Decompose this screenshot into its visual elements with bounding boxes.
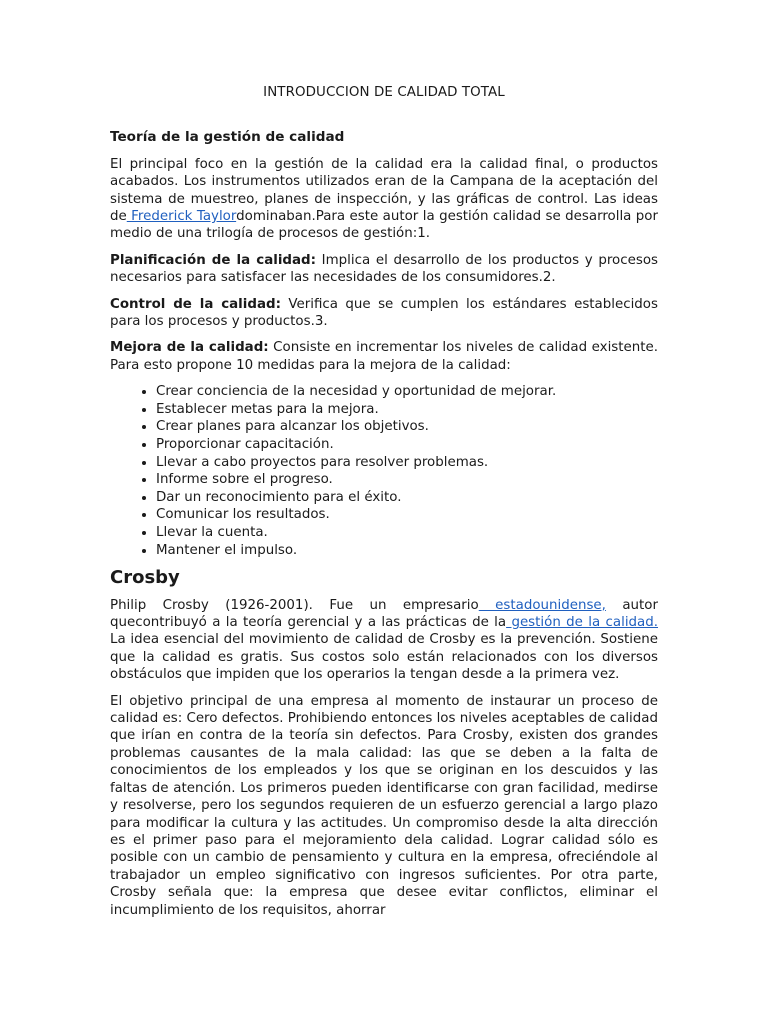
list-item: • Crear planes para alcanzar los objetivos. [156, 418, 658, 436]
paragraph-text: El principal foco en la gestión de la calidad era la calidad final, o productos acabados. Los instrumentos utilizados eran de la Campana de la aceptación del sistema de muestreo, planes de inspección, y las gráficas de control. Las ideas de [110, 156, 658, 225]
section-heading-teoria: Teoría de la gestión de calidad [110, 129, 345, 146]
link-frederick-taylor[interactable]: Frederick Taylor [126, 209, 237, 225]
term-control: Control de la calidad: [110, 296, 281, 312]
paragraph-text: Verifica que se cumplen los estándares establecidos para los procesos y productos.3. [110, 296, 658, 330]
list-item: • Llevar la cuenta. [156, 524, 658, 542]
link-gestion-calidad[interactable]: gestión de la calidad. [506, 615, 659, 631]
paragraph-intro [110, 156, 658, 243]
list-item: • Dar un reconocimiento para el éxito. [156, 489, 658, 507]
paragraph-text: dominaban.Para este autor la gestión calidad se desarrolla por medio de una trilogía de procesos de gestión:1. [110, 209, 659, 242]
term-mejora: Mejora de la calidad: [110, 340, 269, 356]
paragraph-control [110, 296, 658, 331]
paragraph-planificacion [110, 252, 658, 287]
measures-list [110, 383, 658, 559]
section-heading-crosby: Crosby [110, 567, 180, 589]
list-item: • Comunicar los resultados. [156, 506, 658, 524]
list-item: • Informe sobre el progreso. [156, 471, 658, 489]
link-estadounidense[interactable]: estadounidense, [478, 597, 606, 613]
paragraph-crosby-bio [110, 597, 658, 684]
paragraph-text: Implica el desarrollo de los productos y procesos necesarios para satisfacer las necesidades de los consumidores.2. [110, 252, 658, 286]
list-item: • Llevar a cabo proyectos para resolver problemas. [156, 454, 658, 472]
term-planificacion: Planificación de la calidad: [110, 252, 316, 268]
paragraph-text: La idea esencial del movimiento de calidad de Crosby es la prevención. Sostiene que la calidad es gratis. Sus costos solo están relacionados con los diversos obstáculos que impiden que los operarios la tengan desde a la primera vez. [110, 632, 658, 683]
list-item: • Mantener el impulso. [156, 542, 658, 560]
list-item: • Proporcionar capacitación. [156, 436, 658, 454]
list-item: • Crear conciencia de la necesidad y oportunidad de mejorar. [156, 383, 658, 401]
paragraph-mejora [110, 339, 658, 374]
paragraph-crosby-objetivo: El objetivo principal de una empresa al momento de instaurar un proceso de calidad es: Cero defectos. Prohibiendo entonces los niveles aceptables de calidad que irían en contra de la teoría sin defectos. Para Crosby, existen dos grandes problemas causantes de la mala calidad: las que se deben a la falta de conocimientos de los empleados y los que se originan en los descuidos y las faltas de atención. Los primeros pueden identificarse con gran facilidad, medirse y resolverse, pero los segundos requieren de un esfuerzo gerencial a largo plazo para modificar la cultura y las actitudes. Un compromiso desde la alta dirección es el primer paso para el mejoramiento dela calidad. Lograr calidad sólo es posible con un cambio de pensamiento y cultura en la empresa, ofreciéndole al trabajador un empleo significativo con ingresos suficientes. Por otra parte, Crosby señala que: la empresa que desee evitar conflictos, eliminar el incumplimiento de los requisitos, ahorrar [110, 693, 658, 918]
list-item: • Establecer metas para la mejora. [156, 401, 658, 419]
document-body [110, 84, 658, 928]
paragraph-text: Consiste en incrementar los niveles de calidad existente. Para esto propone 10 medidas para la mejora de la calidad: [110, 340, 658, 373]
paragraph-text: Philip Crosby (1926-2001). Fue un empresario [110, 597, 479, 613]
paragraph-text: autor quecontribuyó a la teoría gerencial y a las prácticas de la [110, 597, 658, 631]
document-title: INTRODUCCION DE CALIDAD TOTAL [263, 85, 505, 100]
